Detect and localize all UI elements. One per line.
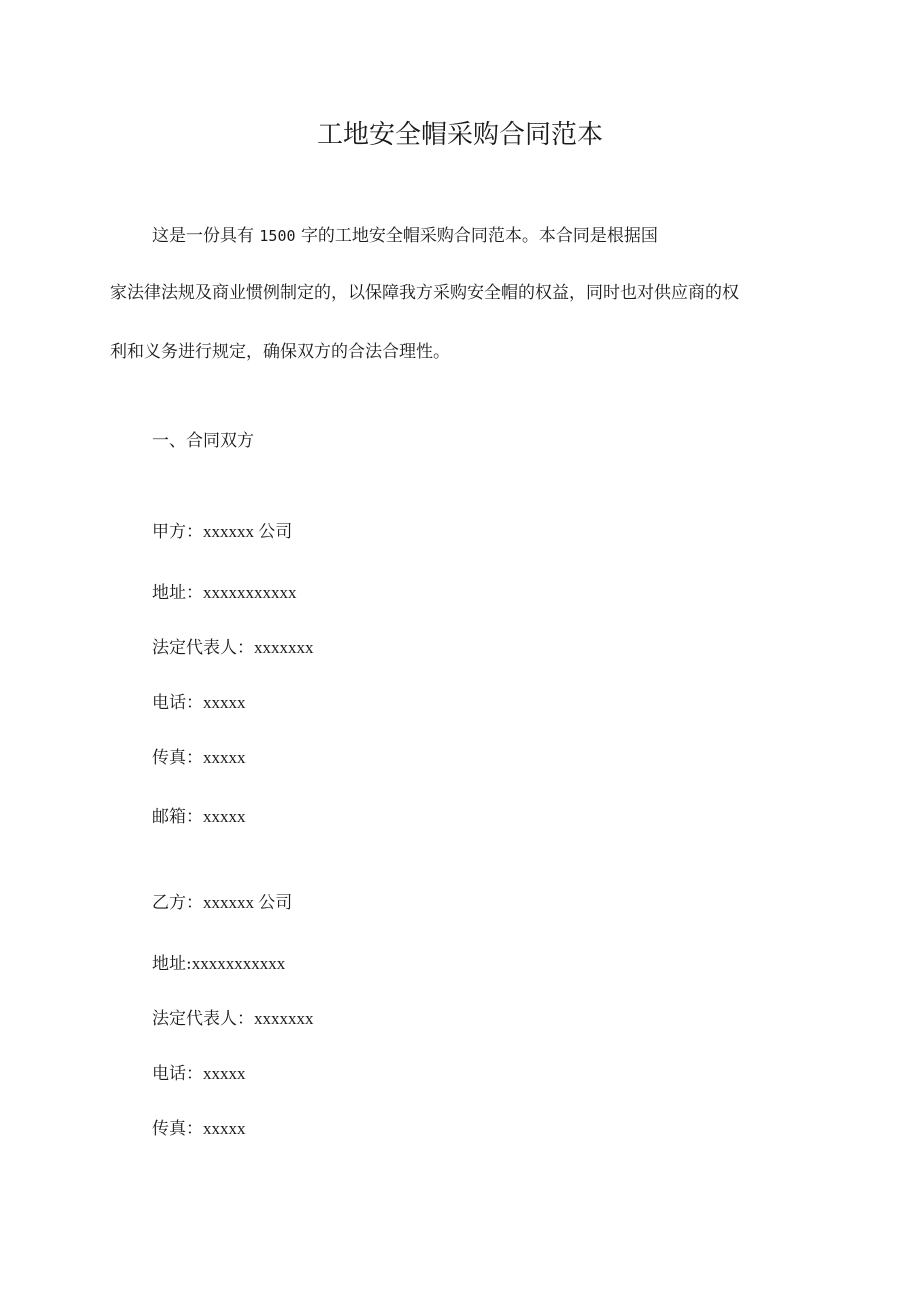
label: 乙方： [152, 893, 203, 913]
value: xxxxxxxxxxx [191, 954, 286, 973]
intro-line-2: 家法律法规及商业惯例制定的，以保障我方采购安全帽的权益，同时也对供应商的权 [110, 283, 739, 303]
party-a-email [152, 802, 246, 827]
value: xxxxxx 公司 [203, 522, 293, 541]
value: xxxxxxxxxxx [203, 583, 297, 602]
label: 传真： [152, 748, 203, 768]
intro-word-count: 1500 [259, 227, 296, 245]
value: xxxxxxx [254, 1009, 314, 1028]
document-title: 工地安全帽采购合同范本 [316, 120, 603, 150]
value: xxxxx [203, 748, 246, 767]
label: 地址： [152, 583, 203, 603]
intro-text: 字的工地安全帽采购合同范本。本合同是根据国 [300, 226, 658, 246]
label: 甲方： [152, 522, 203, 542]
party-a-address [152, 578, 297, 603]
value: xxxxx [203, 1119, 246, 1138]
intro-text: 这是一份具有 [152, 226, 254, 246]
value: xxxxxxx [254, 638, 314, 657]
intro-line-1 [152, 221, 658, 246]
section-heading: 一、合同双方 [152, 431, 254, 451]
label: 地址: [152, 954, 192, 974]
party-a-phone [152, 688, 246, 713]
label: 电话： [152, 1064, 203, 1084]
party-a-legal-rep [152, 633, 314, 658]
value: xxxxx [203, 693, 246, 712]
party-b-legal-rep [152, 1004, 314, 1029]
party-b-phone [152, 1059, 246, 1084]
intro-line-3: 利和义务进行规定，确保双方的合法合理性。 [110, 342, 450, 362]
party-b-address [152, 949, 285, 974]
value: xxxxx [203, 807, 246, 826]
label: 邮箱： [152, 807, 203, 827]
value: xxxxxx 公司 [203, 893, 293, 912]
party-b-fax [152, 1114, 246, 1139]
label: 电话： [152, 693, 203, 713]
party-a-fax [152, 743, 246, 768]
party-a-name [152, 517, 292, 542]
label: 法定代表人： [152, 638, 254, 658]
value: xxxxx [203, 1064, 246, 1083]
label: 传真： [152, 1119, 203, 1139]
label: 法定代表人： [152, 1009, 254, 1029]
party-b-name [152, 888, 292, 913]
